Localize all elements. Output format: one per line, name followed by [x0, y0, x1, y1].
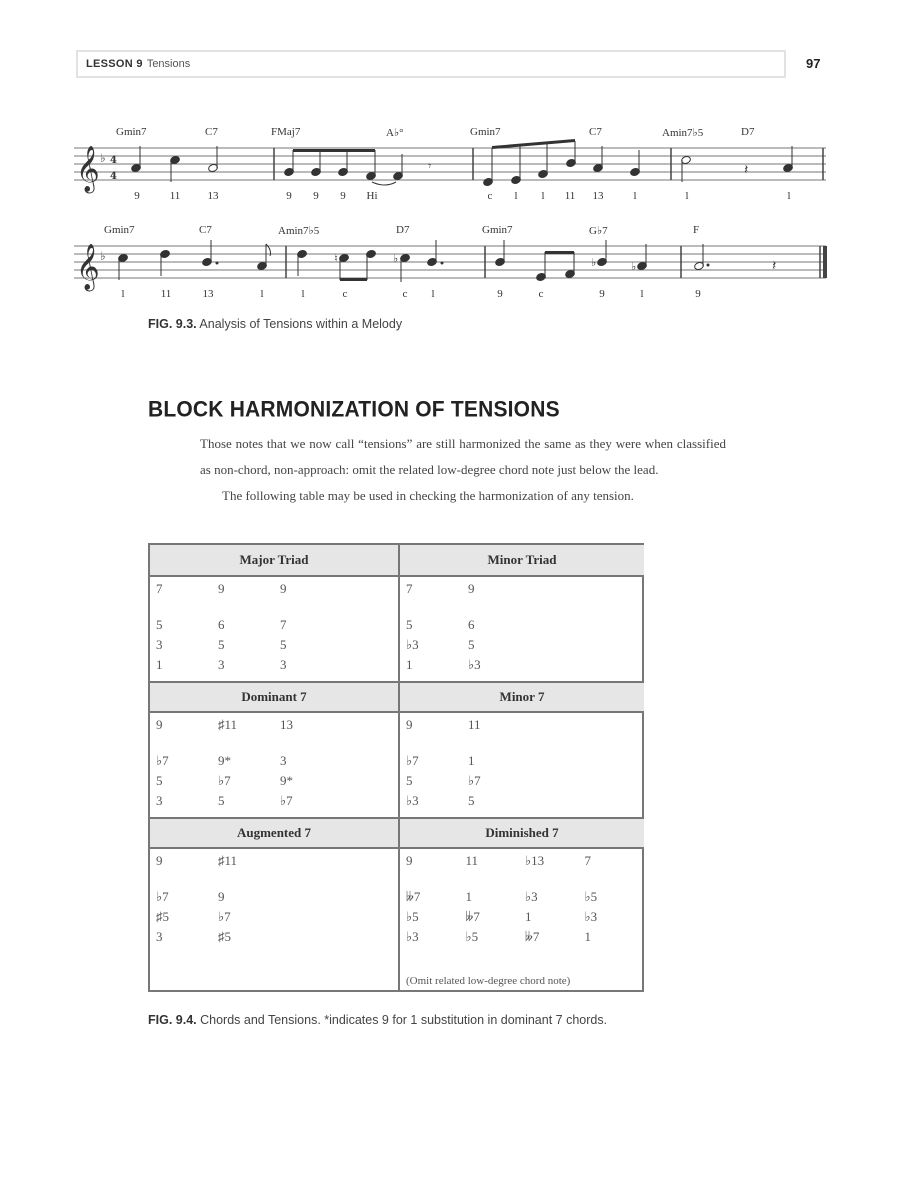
voicing-row	[156, 909, 398, 929]
tension-row	[406, 853, 644, 873]
voicing-value: 3	[280, 657, 287, 672]
voicing-value: ♯5	[156, 909, 169, 924]
voicing-value: 3	[218, 657, 225, 672]
voicing-value: ♭3	[406, 637, 419, 652]
analysis-label: l	[787, 190, 791, 202]
chord-symbol: G♭7	[589, 225, 608, 237]
analysis-label: 9	[599, 288, 605, 300]
voicing-value: 5	[218, 793, 225, 808]
voicing-value: 5	[406, 617, 413, 632]
analysis-label: 9	[313, 190, 319, 202]
tension-value: 7	[156, 581, 163, 596]
analysis-label: c	[342, 288, 348, 300]
voicing-value: 𝄫7	[525, 929, 540, 944]
voicing-value: 5	[468, 637, 475, 652]
voicing-value: 5	[280, 637, 287, 652]
voicing-value: ♭3	[406, 793, 419, 808]
figure-caption-9-4	[148, 1013, 607, 1027]
voicing-value: 1	[156, 657, 163, 672]
lesson-label: LESSON 9	[86, 58, 143, 70]
figure-caption-text: Analysis of Tensions within a Melody	[196, 317, 403, 331]
chord-symbol: D7	[396, 224, 410, 236]
tension-value: 9	[280, 581, 287, 596]
tension-value: 9	[156, 717, 163, 732]
voicing-value: 5	[468, 793, 475, 808]
svg-text:♮: ♮	[334, 252, 338, 265]
voicing-row	[156, 637, 398, 657]
svg-text:♭: ♭	[100, 249, 106, 263]
voicing-value: 5	[156, 617, 163, 632]
voicing-value: 1	[465, 889, 472, 904]
analysis-label: 9	[695, 288, 701, 300]
voicing-value: 5	[218, 637, 225, 652]
voicing-row	[406, 617, 644, 637]
tension-value: 11	[468, 717, 481, 732]
voicing-value: 𝄫7	[406, 889, 421, 904]
tension-value: 9	[406, 717, 413, 732]
analysis-label: l	[541, 190, 545, 202]
table-cell-diminished-7	[400, 817, 644, 991]
tension-value: 13	[280, 717, 293, 732]
chord-symbol: Gmin7	[470, 126, 501, 138]
analysis-label: l	[121, 288, 125, 300]
tension-value: ♯11	[218, 853, 238, 868]
analysis-label: 13	[207, 190, 219, 202]
voicing-value: ♭3	[468, 657, 481, 672]
tension-row	[406, 717, 644, 737]
voicing-row	[156, 793, 398, 813]
tension-value: 9	[406, 853, 413, 868]
chord-symbol: Amin7♭5	[278, 225, 320, 237]
voicing-value: ♭7	[218, 909, 231, 924]
svg-text:𝄽: 𝄽	[772, 258, 777, 274]
chord-symbol: Gmin7	[104, 224, 135, 236]
voicing-value: 6	[218, 617, 225, 632]
chord-symbol: D7	[741, 126, 755, 138]
chord-symbol: Gmin7	[482, 224, 513, 236]
voicing-row	[156, 753, 398, 773]
svg-text:𝄞: 𝄞	[76, 244, 100, 290]
tension-value: 9	[156, 853, 163, 868]
table-header: Augmented 7	[150, 817, 398, 849]
table-header: Major Triad	[150, 545, 398, 577]
tension-row	[406, 581, 644, 601]
voicing-value: 3	[156, 637, 163, 652]
chord-symbol: A♭°	[386, 127, 404, 139]
svg-text:𝄾: 𝄾	[428, 159, 432, 173]
analysis-label: 9	[134, 190, 140, 202]
voicing-row	[156, 889, 398, 909]
svg-text:𝄞: 𝄞	[76, 146, 100, 192]
chord-symbol: F	[693, 224, 700, 236]
voicing-value: ♭7	[280, 793, 293, 808]
table-cell-minor-triad	[400, 545, 644, 681]
voicing-row	[156, 617, 398, 637]
voicing-value: ♭7	[406, 753, 419, 768]
voicing-value: ♭5	[584, 889, 598, 904]
table-cell-major-triad	[150, 545, 400, 681]
voicing-value: ♭7	[468, 773, 481, 788]
tension-value: 11	[465, 853, 479, 868]
voicing-value: 1	[468, 753, 475, 768]
analysis-label: 9	[497, 288, 503, 300]
analysis-label: c	[402, 288, 408, 300]
paragraph: Those notes that we now call “tensions” are still harmonized the same as they were when classified as non-chord, non-approach: omit the related low-degree chord note just below the lead.	[200, 436, 726, 477]
table-header: Diminished 7	[400, 817, 644, 849]
table-cell-minor-7	[400, 681, 644, 817]
svg-text:4: 4	[110, 155, 117, 166]
analysis-label: 11	[169, 190, 181, 202]
voicing-value: ♭7	[156, 889, 169, 904]
analysis-label: l	[685, 190, 689, 202]
voicing-value: 𝄫7	[465, 909, 480, 924]
analysis-label: l	[431, 288, 435, 300]
chord-symbol: FMaj7	[271, 126, 301, 138]
figure-caption-text: Chords and Tensions. *indicates 9 for 1 substitution in dominant 7 chords.	[196, 1013, 608, 1027]
analysis-label: Hi	[366, 190, 378, 202]
voicing-value: ♭3	[584, 909, 598, 924]
voicing-row	[406, 657, 644, 677]
svg-text:♭: ♭	[393, 252, 399, 265]
voicing-value: ♭7	[218, 773, 231, 788]
chord-symbol: Gmin7	[116, 126, 147, 138]
tension-row	[156, 717, 398, 737]
voicing-row	[406, 637, 644, 657]
voicing-value: 9	[218, 889, 225, 904]
page-number: 97	[806, 56, 821, 71]
voicing-value: 6	[468, 617, 475, 632]
analysis-label: 9	[286, 190, 292, 202]
voicing-row	[156, 773, 398, 793]
chords-tensions-table	[148, 543, 644, 992]
voicing-row	[406, 909, 644, 929]
voicing-value: 5	[156, 773, 163, 788]
svg-text:4: 4	[110, 171, 117, 182]
svg-text:♭: ♭	[100, 151, 106, 165]
voicing-value: ♭3	[406, 929, 419, 944]
chord-symbol: Amin7♭5	[662, 127, 704, 139]
voicing-row	[406, 753, 644, 773]
figure-caption-9-3	[148, 317, 402, 331]
tension-row	[156, 853, 398, 873]
voicing-value: 1	[584, 929, 591, 944]
voicing-value: 7	[280, 617, 287, 632]
paragraph: The following table may be used in checking the harmonization of any tension.	[222, 488, 634, 503]
analysis-label: 11	[564, 190, 576, 202]
tension-row	[156, 581, 398, 601]
section-heading: BLOCK HARMONIZATION OF TENSIONS	[148, 397, 560, 422]
voicing-value: 9*	[218, 753, 231, 768]
tension-value: 7	[406, 581, 413, 596]
figure-label: FIG. 9.3.	[148, 317, 197, 331]
voicing-value: ♭5	[406, 909, 419, 924]
table-note: (Omit related low-degree chord note)	[406, 975, 571, 987]
chord-symbol: C7	[589, 126, 602, 138]
chord-symbol: C7	[199, 224, 212, 236]
voicing-row	[406, 929, 644, 949]
voicing-value: 3	[156, 929, 163, 944]
table-header: Dominant 7	[150, 681, 398, 713]
tension-value: ♭13	[525, 853, 545, 868]
voicing-row	[406, 773, 644, 793]
voicing-value: 1	[406, 657, 413, 672]
tension-value: 7	[584, 853, 591, 868]
voicing-value: 9*	[280, 773, 293, 788]
table-header: Minor 7	[400, 681, 644, 713]
analysis-label: 11	[160, 288, 172, 300]
staff-notation	[0, 0, 900, 320]
analysis-label: l	[640, 288, 644, 300]
melody-score	[0, 0, 900, 320]
analysis-label: 9	[340, 190, 346, 202]
voicing-row	[156, 929, 398, 949]
lesson-topic: Tensions	[146, 58, 191, 70]
chord-symbol: C7	[205, 126, 218, 138]
analysis-label: l	[260, 288, 264, 300]
tension-value: 9	[218, 581, 225, 596]
voicing-value: ♭7	[156, 753, 169, 768]
tension-value: 9	[468, 581, 475, 596]
voicing-value: ♯5	[218, 929, 231, 944]
voicing-row	[156, 657, 398, 677]
svg-text:♭: ♭	[631, 260, 637, 273]
voicing-value: 3	[156, 793, 163, 808]
voicing-value: 1	[525, 909, 532, 924]
figure-label: FIG. 9.4.	[148, 1013, 197, 1027]
analysis-label: c	[538, 288, 544, 300]
analysis-label: l	[301, 288, 305, 300]
voicing-value: 3	[280, 753, 287, 768]
svg-text:𝄽: 𝄽	[744, 162, 749, 178]
analysis-label: l	[633, 190, 637, 202]
voicing-value: ♭3	[525, 889, 538, 904]
table-cell-augmented-7	[150, 817, 400, 991]
analysis-label: 13	[202, 288, 214, 300]
table-cell-dominant-7	[150, 681, 400, 817]
svg-text:♭: ♭	[591, 256, 597, 269]
table-header: Minor Triad	[400, 545, 644, 577]
tension-value: ♯11	[218, 717, 238, 732]
voicing-value: ♭5	[465, 929, 479, 944]
analysis-label: c	[487, 190, 493, 202]
voicing-row	[406, 889, 644, 909]
voicing-row	[406, 793, 644, 813]
voicing-value: 5	[406, 773, 413, 788]
analysis-label: 13	[592, 190, 604, 202]
analysis-label: l	[514, 190, 518, 202]
body-text	[200, 431, 726, 509]
